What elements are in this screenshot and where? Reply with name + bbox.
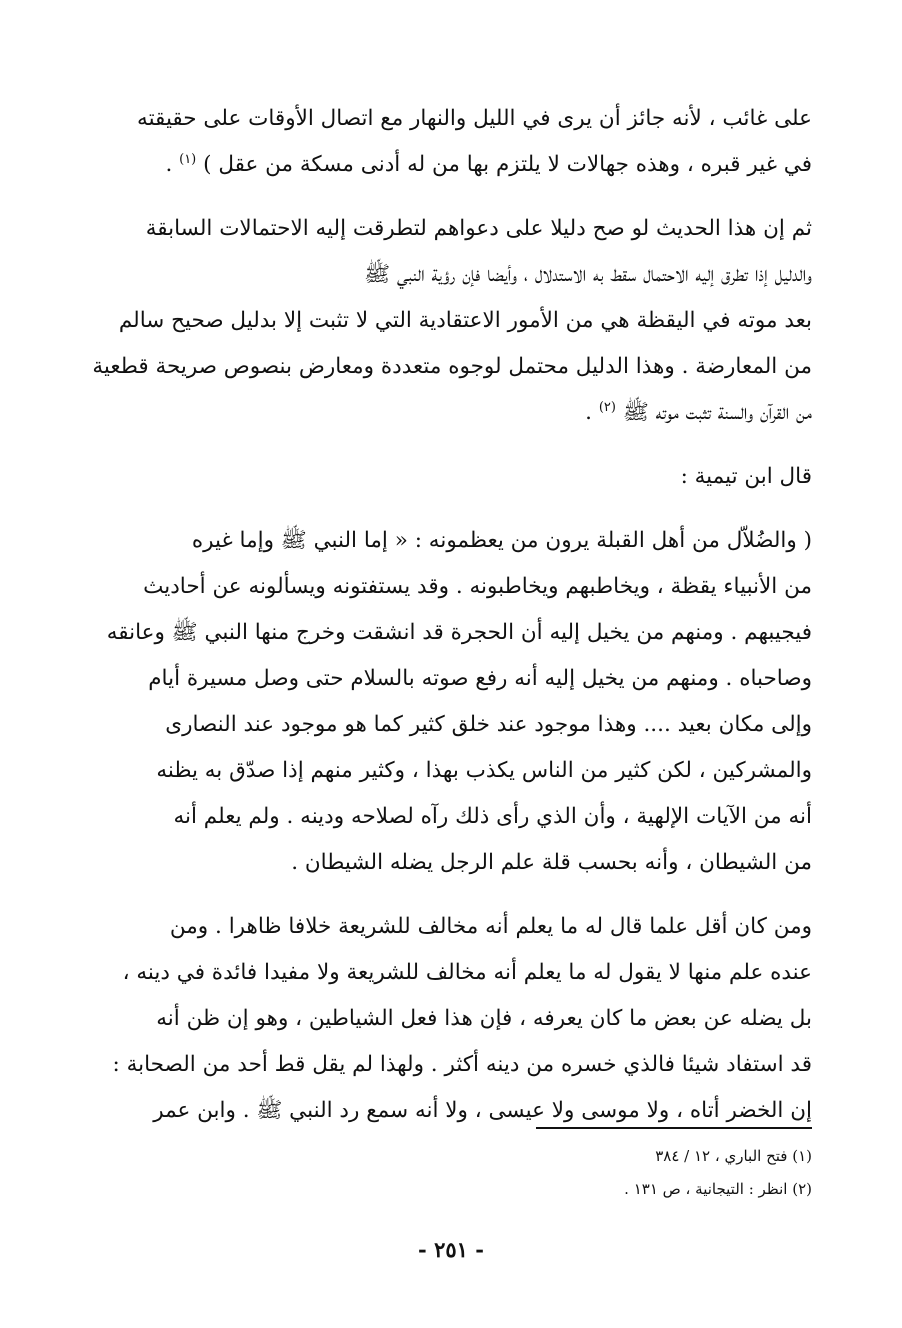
- paragraph-2: [90, 206, 812, 436]
- text-line: والدليل إذا تطرق إليه الاحتمال سقط به الاستدلال ، وأيضا فإن رؤية النبي ﷺ: [364, 262, 812, 287]
- footnote-2: (٢) انظر : التيجانية ، ص ١٣١ .: [624, 1180, 812, 1198]
- line-end: .: [585, 400, 599, 425]
- text-line: قد استفاد شيئا فالذي خسره من دينه أكثر . ولهذا لم يقل قط أحد من الصحابة :: [112, 1052, 812, 1077]
- heading-line: قال ابن تيمية :: [680, 464, 812, 489]
- line-end: .: [165, 152, 180, 177]
- text-line: بعد موته في اليقظة هي من الأمور الاعتقادية التي لا تثبت إلا بدليل صحيح سالم: [118, 308, 812, 333]
- paragraph-1: [90, 96, 812, 188]
- footnote-ref[interactable]: (١): [179, 151, 197, 167]
- text-line: وصاحباه . ومنهم من يخيل إليه أنه رفع صوته بالسلام حتى وصل مسيرة أيام: [148, 666, 812, 691]
- page-number: - ٢٥١ -: [418, 1237, 484, 1262]
- page-body: [90, 96, 812, 1134]
- text-line: فيجيبهم . ومنهم من يخيل إليه أن الحجرة قد انشقت وخرج منها النبي ﷺ وعانقه: [106, 620, 812, 645]
- text-line: عنده علم منها لا يقول له ما يعلم أنه مخالف للشريعة ولا مفيدا فائدة في دينه ،: [122, 960, 812, 985]
- text-line: من الشيطان ، وأنه بحسب قلة علم الرجل يضله الشيطان .: [291, 850, 812, 875]
- text-line: من الأنبياء يقظة ، ويخاطبهم ويخاطبونه . وقد يستفتونه ويسألونه عن أحاديث: [143, 574, 812, 599]
- paragraph-5: [90, 904, 812, 1134]
- text-line: [90, 142, 812, 188]
- text-line: على غائب ، لأنه جائز أن يرى في الليل والنهار مع اتصال الأوقات على حقيقته: [137, 106, 812, 131]
- text-line: وإلى مكان بعيد .... وهذا موجود عند خلق كثير كما هو موجود عند النصارى: [165, 712, 812, 737]
- text-line: من المعارضة . وهذا الدليل محتمل لوجوه متعددة ومعارض بنصوص صريحة قطعية: [92, 354, 812, 379]
- footnotes: [392, 1140, 812, 1206]
- text-line: إن الخضر أتاه ، ولا موسى ولا عيسى ، ولا أنه سمع رد النبي ﷺ . وابن عمر: [153, 1098, 812, 1123]
- text-line-body: في غير قبره ، وهذه جهالات لا يلتزم بها من له أدنى مسكة من عقل ): [203, 152, 812, 177]
- text-line: بل يضله عن بعض ما كان يعرفه ، فإن هذا فعل الشياطين ، وهو إن ظن أنه: [156, 1006, 812, 1031]
- footnote-ref[interactable]: (٢): [598, 399, 616, 415]
- paragraph-quote: [90, 518, 812, 886]
- text-line: ومن كان أقل علما قال له ما يعلم أنه مخالف للشريعة خلافا ظاهرا . ومن: [169, 914, 812, 939]
- text-line: أنه من الآيات الإلهية ، وأن الذي رأى ذلك رآه لصلاحه ودينه . ولم يعلم أنه: [173, 804, 812, 829]
- footnote-separator: [536, 1127, 812, 1129]
- text-line: ثم إن هذا الحديث لو صح دليلا على دعواهم لتطرقت إليه الاحتمالات السابقة: [145, 216, 812, 241]
- text-line: [90, 390, 812, 436]
- text-line-body: من القرآن والسنة تثبت موته ﷺ: [622, 400, 812, 425]
- text-line: والمشركين ، لكن كثير من الناس يكذب بهذا ، وكثير منهم إذا صدّق به يظنه: [156, 758, 812, 783]
- quote-heading: [90, 454, 812, 500]
- text-line: ( والضُلاّل من أهل القبلة يرون من يعظمونه : « إما النبي ﷺ وإما غيره: [191, 528, 812, 553]
- footnote-1: (١) فتح الباري ، ١٢ / ٣٨٤: [655, 1147, 812, 1165]
